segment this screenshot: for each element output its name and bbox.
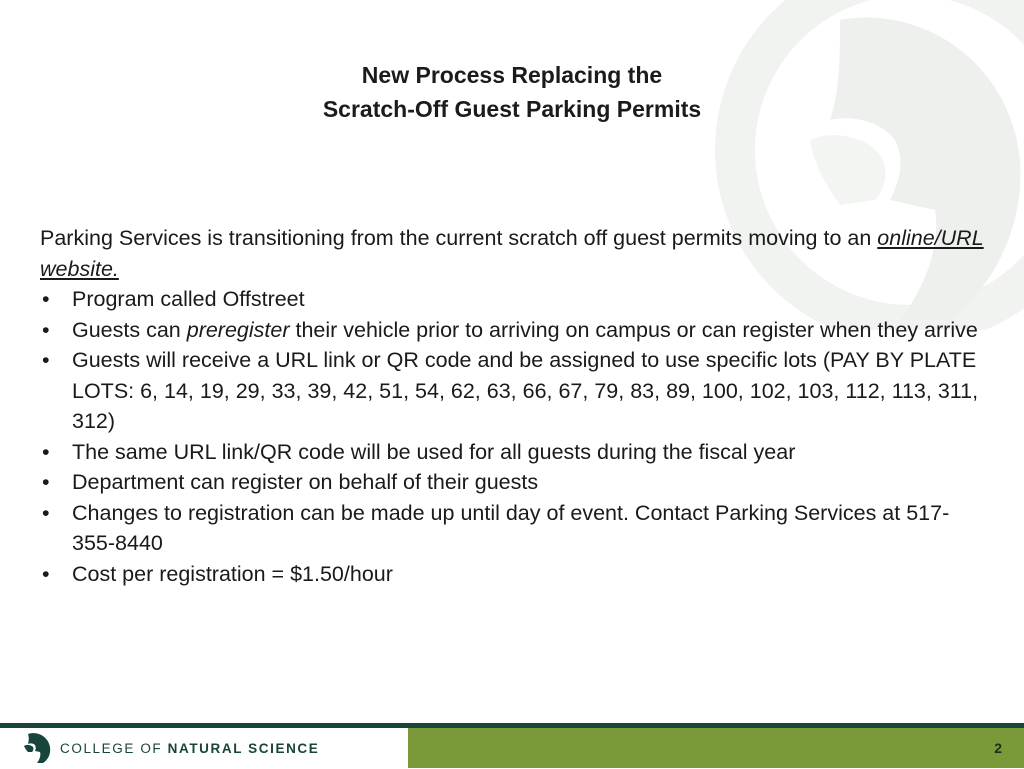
college-name-bold: NATURAL SCIENCE [167,740,320,756]
spartan-helmet-icon [22,732,52,764]
bullet-icon: • [42,348,50,372]
list-item-emphasis: preregister [186,317,290,342]
online-url-website-link[interactable]: online/URL website. [40,226,984,281]
college-name [60,741,319,756]
list-item-text: The same URL link/QR code will be used for all guests during the fiscal year [72,439,796,464]
slide-title-line-1: New Process Replacing the [361,62,663,88]
intro-text: Parking Services is transitioning from the current scratch off guest permits moving to an [40,226,878,250]
slide-body [40,223,990,589]
intro-paragraph [40,223,990,284]
list-item [40,498,990,559]
list-item [40,437,990,468]
list-item-text: Cost per registration = $1.50/hour [72,561,393,586]
bullet-icon: • [42,287,50,311]
bullet-icon: • [42,470,50,494]
list-item-text: Guests will receive a URL link or QR code and be assigned to use specific lots (PAY BY PLATE LOTS: 6, 14, 19, 29, 33, 39, 42, 51, 54, 62, 63, 66, 67, 79, 83, 89, 100, 102, 103, 112, 113, 311, 312) [72,348,979,433]
footer-branding [0,728,408,768]
list-item-text-end: their vehicle prior to arriving on campus or can register when they arrive [289,317,978,342]
college-prefix: COLLEGE OF [60,740,168,756]
list-item-text: Changes to registration can be made up until day of event. Contact Parking Services at 517-355-8440 [72,500,950,555]
bullet-icon: • [42,317,50,342]
slide-title-line-2: Scratch-Off Guest Parking Permits [322,96,702,122]
bullet-icon: • [42,439,50,464]
footer-bar [408,728,1024,768]
bullet-icon: • [42,500,50,525]
list-item-text: Program called Offstreet [72,287,305,311]
list-item [40,315,990,346]
bullet-icon: • [42,561,50,586]
list-item [40,284,990,315]
page-number: 2 [994,740,1002,756]
bullet-list [40,284,990,589]
slide-title [0,58,1024,126]
list-item-text: Guests can [72,317,187,342]
list-item [40,345,990,437]
list-item-text: Department can register on behalf of their guests [72,470,539,494]
list-item [40,559,990,590]
list-item [40,467,990,498]
